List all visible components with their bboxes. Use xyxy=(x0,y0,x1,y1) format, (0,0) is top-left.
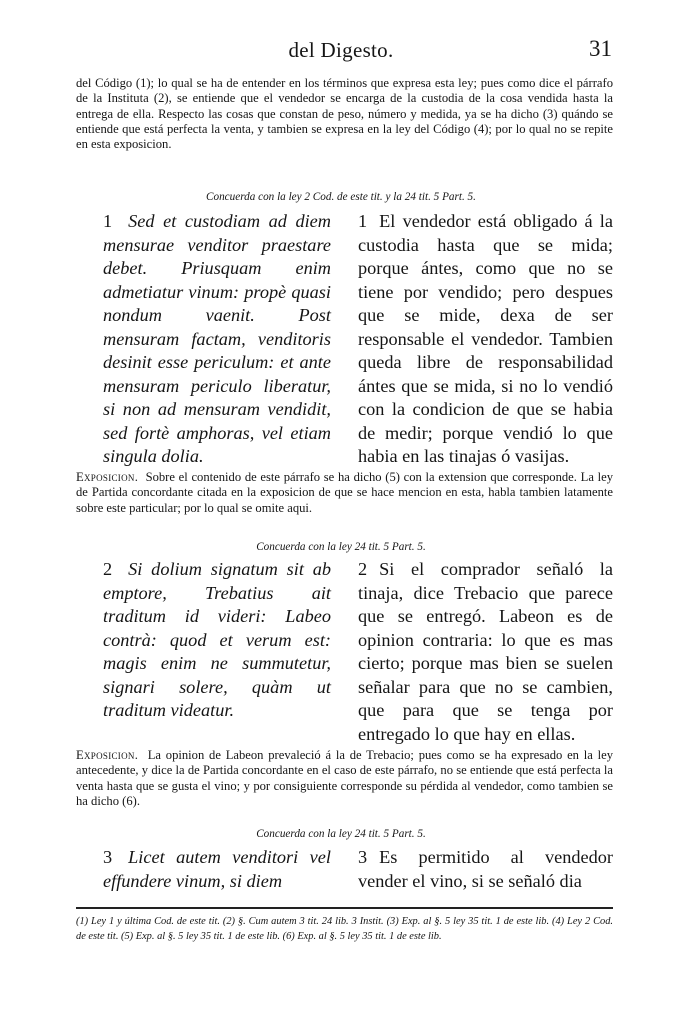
latin-paragraph-text: Si dolium signatum sit ab emptore, Trebatius ait traditum id videri: Labeo contrà: quod et verum est: magis enim ne summutetur, signari solere, quàm ut traditum videatur. xyxy=(103,559,331,720)
concordance-note-1: Concuerda con la ley 2 Cod. de este tit. y la 24 tit. 5 Part. 5. xyxy=(206,191,476,203)
spanish-paragraph-1 xyxy=(358,210,613,469)
latin-paragraph-number: 3 xyxy=(103,847,113,867)
exposition-text: Sobre el contenido de este párrafo se ha dicho (5) con la extension que corresponde. La ley de Partida concordante citada en la exposicion de que se hace mencion en esta, habla tambien latamente sobre este particular; por lo qual se omite aqui. xyxy=(76,470,613,515)
latin-paragraph-2 xyxy=(103,558,331,723)
concordance-note-3: Concuerda con la ley 24 tit. 5 Part. 5. xyxy=(256,828,426,840)
intro-paragraph: del Código (1); lo qual se ha de entender en los términos que expresa esta ley; pues como dice el párrafo de la Instituta (2), se entiende que el vendedor se encarga de la custodia de la cosa vendida hasta la entrega de ella. Respecto las cosas que constan de peso, número y medida, ya se ha dicho (3) quándo se entiende que está perfecta la venta, y tambien se expresa en la ley del Código (4); por lo qual no se repite en esta exposicion. xyxy=(76,76,613,152)
spanish-paragraph-2 xyxy=(358,558,613,746)
running-head: del Digesto. xyxy=(288,38,394,62)
latin-paragraph-text: Licet autem venditori vel effundere vinum, si diem xyxy=(103,847,331,891)
footnote-divider xyxy=(76,907,613,909)
exposition-label: Exposicion. xyxy=(76,470,139,484)
latin-paragraph-3 xyxy=(103,846,331,893)
spanish-paragraph-text: El vendedor está obligado á la custodia hasta que se mida; porque ántes, como que no se tiene por vendido; pero despues que se mide, dexa de ser responsable el vendedor. Tambien queda libre de responsabilidad ántes que se mida, si no lo vendió con la condicion de que se habia de medir; porque vendió lo que habia en las tinajas ó vasijas. xyxy=(358,211,613,466)
exposition-label: Exposicion. xyxy=(76,748,139,762)
page-header xyxy=(0,38,682,68)
latin-paragraph-1 xyxy=(103,210,331,469)
spanish-paragraph-text: Si el comprador señaló la tinaja, dice Trebacio que parece que se entregó. Labeon es de opinion contraria: lo que es mas cierto; porque mas bien se suelen señalar para que no se cambien, que para que se tenga por entregado lo que hay en ellas. xyxy=(358,559,613,744)
spanish-paragraph-text: Es permitido al vendedor vender el vino, si se señaló dia xyxy=(358,847,613,891)
concordance-note-2: Concuerda con la ley 24 tit. 5 Part. 5. xyxy=(256,541,426,553)
exposition-1 xyxy=(76,470,613,516)
spanish-paragraph-number: 2 xyxy=(358,559,368,579)
footnotes: (1) Ley 1 y última Cod. de este tit. (2) §. Cum autem 3 tit. 24 lib. 3 Instit. (3) Exp. al §. 5 ley 35 tit. 1 de este lib. (4) Ley 2 Cod. de este tit. (5) Exp. al §. 5 ley 35 tit. 1 de este lib. (6) Exp. al §. 5 ley 35 tit. 1 de este lib. xyxy=(76,916,613,943)
exposition-text: La opinion de Labeon prevaleció á la de Trebacio; pues como se ha expresado en la ley antecedente, y dice la de Partida concordante en el caso de este párrafo, no se entiende que está perfecta la venta hasta que se gusta el vino; y por consiguiente corresponde su pérdida al vendedor, como tambien se ha dicho (6). xyxy=(76,748,613,808)
latin-paragraph-number: 1 xyxy=(103,211,113,231)
page-number: 31 xyxy=(589,36,612,61)
latin-paragraph-text: Sed et custodiam ad diem mensurae venditor praestare debet. Priusquam enim admetiatur vinum: propè quasi nondum vaenit. Post mensuram factam, venditoris desinit esse periculum: et ante mensuram periculo liberatur, si non ad mensuram vendidit, sed fortè amphoras, vel etiam singula dolia. xyxy=(103,211,331,466)
latin-paragraph-number: 2 xyxy=(103,559,113,579)
spanish-paragraph-number: 3 xyxy=(358,847,368,867)
spanish-paragraph-number: 1 xyxy=(358,211,368,231)
spanish-paragraph-3 xyxy=(358,846,613,893)
exposition-2 xyxy=(76,748,613,809)
